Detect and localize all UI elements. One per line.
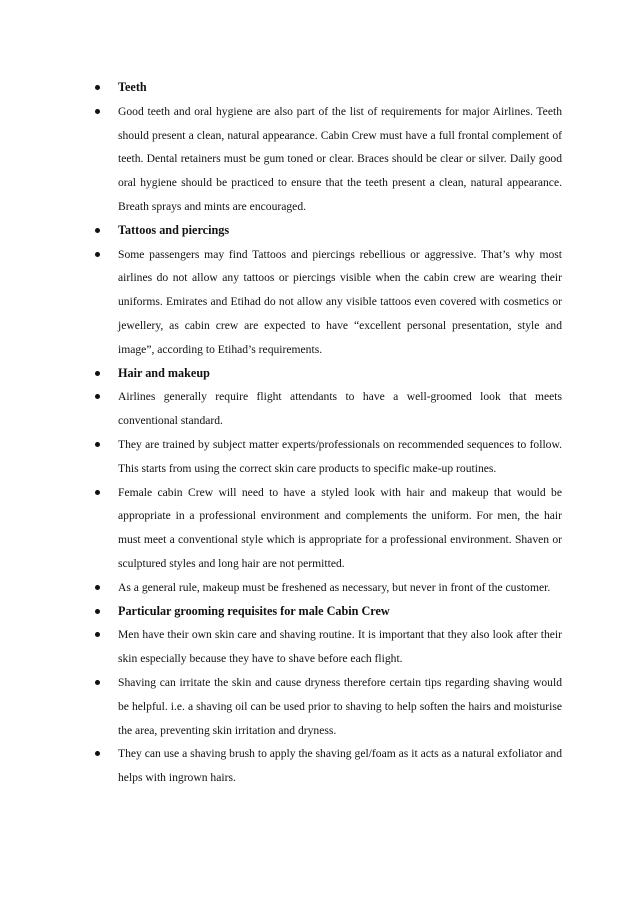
paragraph-text: Men have their own skin care and shaving routine. It is important that they also look after their skin especially because they have to shave before each flight. (118, 628, 562, 666)
paragraph-text: They can use a shaving brush to apply the shaving gel/foam as it acts as a natural exfoliator and helps with ingrown hairs. (118, 747, 562, 785)
list-item (95, 100, 562, 219)
bullet-icon (95, 252, 100, 257)
paragraph-text: As a general rule, makeup must be freshened as necessary, but never in front of the customer. (118, 580, 551, 594)
paragraph-text: They are trained by subject matter experts/professionals on recommended sequences to follow. This starts from using the correct skin care products to specific make-up routines. (118, 437, 562, 475)
list-item-heading-tattoos (95, 219, 562, 243)
bullet-icon (95, 85, 100, 90)
bullet-icon (95, 109, 100, 114)
bullet-icon (95, 609, 100, 614)
list-item-heading-male-grooming (95, 600, 562, 624)
bullet-icon (95, 632, 100, 637)
paragraph-text: Female cabin Crew will need to have a styled look with hair and makeup that would be appropriate in a professional environment and complements the uniform. For men, the hair must meet a conventional style which is appropriate for a professional environment. Shaven or sculptured styles and long hair are not permitted. (118, 485, 562, 570)
bullet-list (95, 76, 562, 790)
paragraph-text: Shaving can irritate the skin and cause dryness therefore certain tips regarding shaving would be helpful. i.e. a shaving oil can be used prior to shaving to help soften the hairs and moisturise the area, preventing skin irritation and dryness. (118, 675, 562, 737)
list-item-heading-teeth (95, 76, 562, 100)
paragraph-text: Good teeth and oral hygiene are also part of the list of requirements for major Airlines. Teeth should present a clean, natural appearance. Cabin Crew must have a full frontal complement of teeth. Dental retainers must be gum toned or clear. Braces should be clear or silver. Daily good oral hygiene should be practiced to ensure that the teeth present a clean, natural appearance. Breath sprays and mints are encouraged. (118, 104, 562, 213)
bullet-icon (95, 490, 100, 495)
list-item-heading-hair-makeup (95, 362, 562, 386)
heading-text: Particular grooming requisites for male Cabin Crew (118, 603, 390, 618)
heading-text: Teeth (118, 80, 147, 94)
bullet-icon (95, 751, 100, 756)
list-item (95, 576, 562, 600)
heading-text: Tattoos and piercings (118, 222, 230, 237)
bullet-icon (95, 680, 100, 685)
list-item (95, 481, 562, 576)
heading-text: Hair and makeup (118, 365, 210, 380)
bullet-icon (95, 442, 100, 447)
list-item (95, 243, 562, 362)
list-item (95, 385, 562, 433)
paragraph-text: Some passengers may find Tattoos and piercings rebellious or aggressive. That’s why most airlines do not allow any tattoos or piercings visible when the cabin crew are wearing their uniforms. Emirates and Etihad do not allow any visible tattoos even covered with cosmetics or jewellery, as cabin crew are expected to have “excellent personal presentation, style and image”, according to Etihad’s requirements. (118, 247, 562, 356)
list-item (95, 433, 562, 481)
list-item (95, 671, 562, 742)
paragraph-text: Airlines generally require flight attendants to have a well-groomed look that meets conventional standard. (118, 390, 562, 428)
bullet-icon (95, 585, 100, 590)
bullet-icon (95, 394, 100, 399)
list-item (95, 742, 562, 790)
bullet-icon (95, 228, 100, 233)
list-item (95, 623, 562, 671)
bullet-icon (95, 371, 100, 376)
